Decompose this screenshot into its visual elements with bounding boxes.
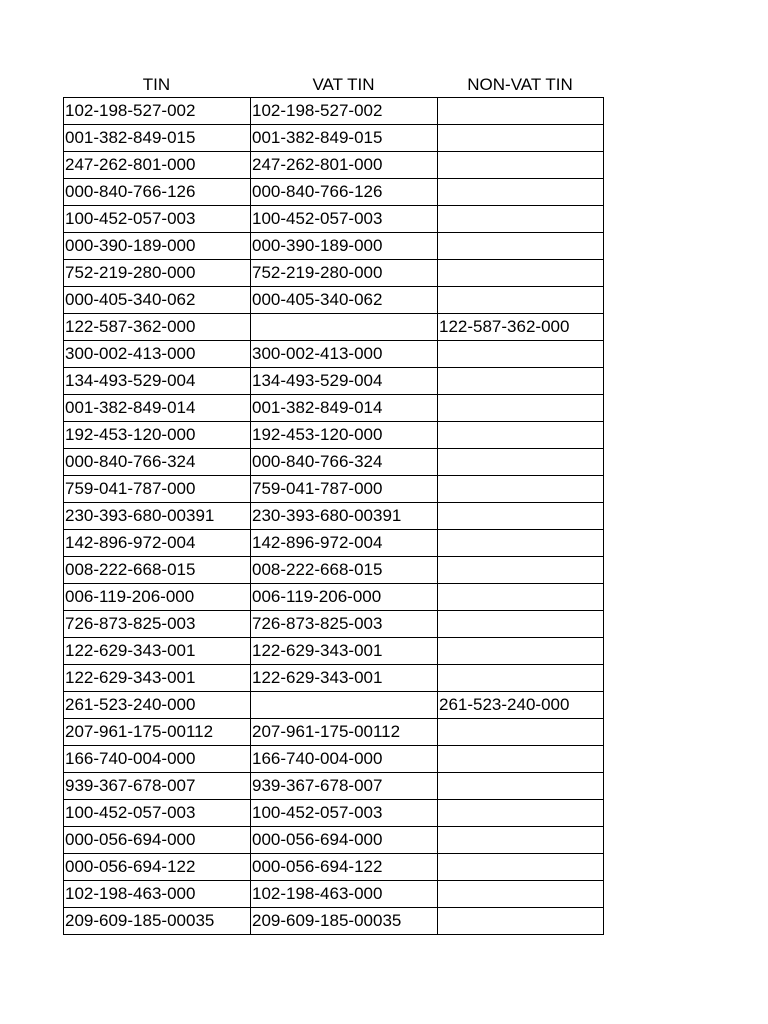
tin-cell: 300-002-413-000 [64,341,251,368]
non-vat-tin-cell [438,746,604,773]
tin-cell: 759-041-787-000 [64,476,251,503]
non-vat-tin-cell [438,152,604,179]
non-vat-tin-cell [438,395,604,422]
vat-tin-cell: 207-961-175-00112 [251,719,438,746]
non-vat-tin-cell [438,611,604,638]
table-row [64,557,604,584]
tin-cell: 142-896-972-004 [64,530,251,557]
vat-tin-cell: 100-452-057-003 [251,800,438,827]
table-row [64,422,604,449]
vat-tin-cell: 006-119-206-000 [251,584,438,611]
vat-tin-cell [251,692,438,719]
non-vat-tin-cell [438,584,604,611]
table-row [64,584,604,611]
table-row [64,152,604,179]
table-row [64,476,604,503]
non-vat-tin-cell [438,341,604,368]
tin-cell: 102-198-527-002 [64,98,251,125]
tin-cell: 134-493-529-004 [64,368,251,395]
tin-table-body [64,98,604,935]
tin-cell: 000-405-340-062 [64,287,251,314]
tin-cell: 752-219-280-000 [64,260,251,287]
tin-cell: 100-452-057-003 [64,206,251,233]
non-vat-tin-cell [438,827,604,854]
table-row [64,449,604,476]
tin-cell: 001-382-849-015 [64,125,251,152]
vat-tin-cell: 100-452-057-003 [251,206,438,233]
header-tin: TIN [142,75,171,94]
non-vat-tin-cell [438,287,604,314]
tin-cell: 006-119-206-000 [64,584,251,611]
tin-cell: 000-840-766-324 [64,449,251,476]
table-row [64,746,604,773]
vat-tin-cell: 134-493-529-004 [251,368,438,395]
table-row [64,908,604,935]
non-vat-tin-cell [438,773,604,800]
tin-cell: 122-629-343-001 [64,638,251,665]
tin-cell: 102-198-463-000 [64,881,251,908]
tin-cell: 001-382-849-014 [64,395,251,422]
vat-tin-cell: 300-002-413-000 [251,341,438,368]
vat-tin-cell: 000-405-340-062 [251,287,438,314]
vat-tin-cell: 000-056-694-000 [251,827,438,854]
table-row [64,665,604,692]
table-row [64,800,604,827]
non-vat-tin-cell [438,665,604,692]
vat-tin-cell: 247-262-801-000 [251,152,438,179]
header-non-vat-tin: NON-VAT TIN [467,75,573,94]
vat-tin-cell: 209-609-185-00035 [251,908,438,935]
table-row [64,206,604,233]
table-row [64,719,604,746]
non-vat-tin-cell [438,800,604,827]
table-row [64,287,604,314]
table-row [64,638,604,665]
vat-tin-cell: 000-056-694-122 [251,854,438,881]
tin-cell: 000-840-766-126 [64,179,251,206]
vat-tin-cell: 102-198-463-000 [251,881,438,908]
table-row [64,395,604,422]
vat-tin-cell: 122-629-343-001 [251,638,438,665]
vat-tin-cell: 166-740-004-000 [251,746,438,773]
vat-tin-cell: 726-873-825-003 [251,611,438,638]
vat-tin-cell: 230-393-680-00391 [251,503,438,530]
table-row [64,773,604,800]
table-row [64,179,604,206]
tin-cell: 122-629-343-001 [64,665,251,692]
non-vat-tin-cell [438,503,604,530]
tin-cell: 000-056-694-000 [64,827,251,854]
vat-tin-cell: 001-382-849-015 [251,125,438,152]
table-row [64,98,604,125]
table-row [64,233,604,260]
header-row [63,71,604,97]
non-vat-tin-cell [438,125,604,152]
table-row [64,827,604,854]
tin-sheet [63,71,604,935]
table-row [64,692,604,719]
vat-tin-cell: 000-390-189-000 [251,233,438,260]
tin-cell: 192-453-120-000 [64,422,251,449]
table-row [64,503,604,530]
vat-tin-cell: 001-382-849-014 [251,395,438,422]
vat-tin-cell: 752-219-280-000 [251,260,438,287]
tin-cell: 008-222-668-015 [64,557,251,584]
table-row [64,854,604,881]
non-vat-tin-cell: 261-523-240-000 [438,692,604,719]
non-vat-tin-cell [438,422,604,449]
non-vat-tin-cell [438,530,604,557]
non-vat-tin-cell: 122-587-362-000 [438,314,604,341]
vat-tin-cell: 000-840-766-126 [251,179,438,206]
tin-table [63,97,604,935]
tin-cell: 166-740-004-000 [64,746,251,773]
vat-tin-cell: 759-041-787-000 [251,476,438,503]
non-vat-tin-cell [438,854,604,881]
non-vat-tin-cell [438,908,604,935]
non-vat-tin-cell [438,98,604,125]
non-vat-tin-cell [438,557,604,584]
tin-cell: 230-393-680-00391 [64,503,251,530]
non-vat-tin-cell [438,449,604,476]
tin-cell: 209-609-185-00035 [64,908,251,935]
vat-tin-cell: 102-198-527-002 [251,98,438,125]
tin-cell: 939-367-678-007 [64,773,251,800]
vat-tin-cell: 122-629-343-001 [251,665,438,692]
non-vat-tin-cell [438,881,604,908]
tin-cell: 261-523-240-000 [64,692,251,719]
non-vat-tin-cell [438,368,604,395]
vat-tin-cell [251,314,438,341]
tin-cell: 207-961-175-00112 [64,719,251,746]
vat-tin-cell: 939-367-678-007 [251,773,438,800]
vat-tin-cell: 142-896-972-004 [251,530,438,557]
non-vat-tin-cell [438,233,604,260]
vat-tin-cell: 008-222-668-015 [251,557,438,584]
table-row [64,881,604,908]
header-vat-tin: VAT TIN [312,75,375,94]
tin-cell: 726-873-825-003 [64,611,251,638]
table-row [64,368,604,395]
table-row [64,314,604,341]
table-row [64,530,604,557]
vat-tin-cell: 192-453-120-000 [251,422,438,449]
non-vat-tin-cell [438,260,604,287]
tin-cell: 100-452-057-003 [64,800,251,827]
non-vat-tin-cell [438,638,604,665]
vat-tin-cell: 000-840-766-324 [251,449,438,476]
non-vat-tin-cell [438,476,604,503]
tin-cell: 000-056-694-122 [64,854,251,881]
table-row [64,260,604,287]
table-row [64,341,604,368]
tin-cell: 247-262-801-000 [64,152,251,179]
table-row [64,611,604,638]
table-row [64,125,604,152]
non-vat-tin-cell [438,206,604,233]
non-vat-tin-cell [438,719,604,746]
tin-cell: 000-390-189-000 [64,233,251,260]
non-vat-tin-cell [438,179,604,206]
tin-cell: 122-587-362-000 [64,314,251,341]
